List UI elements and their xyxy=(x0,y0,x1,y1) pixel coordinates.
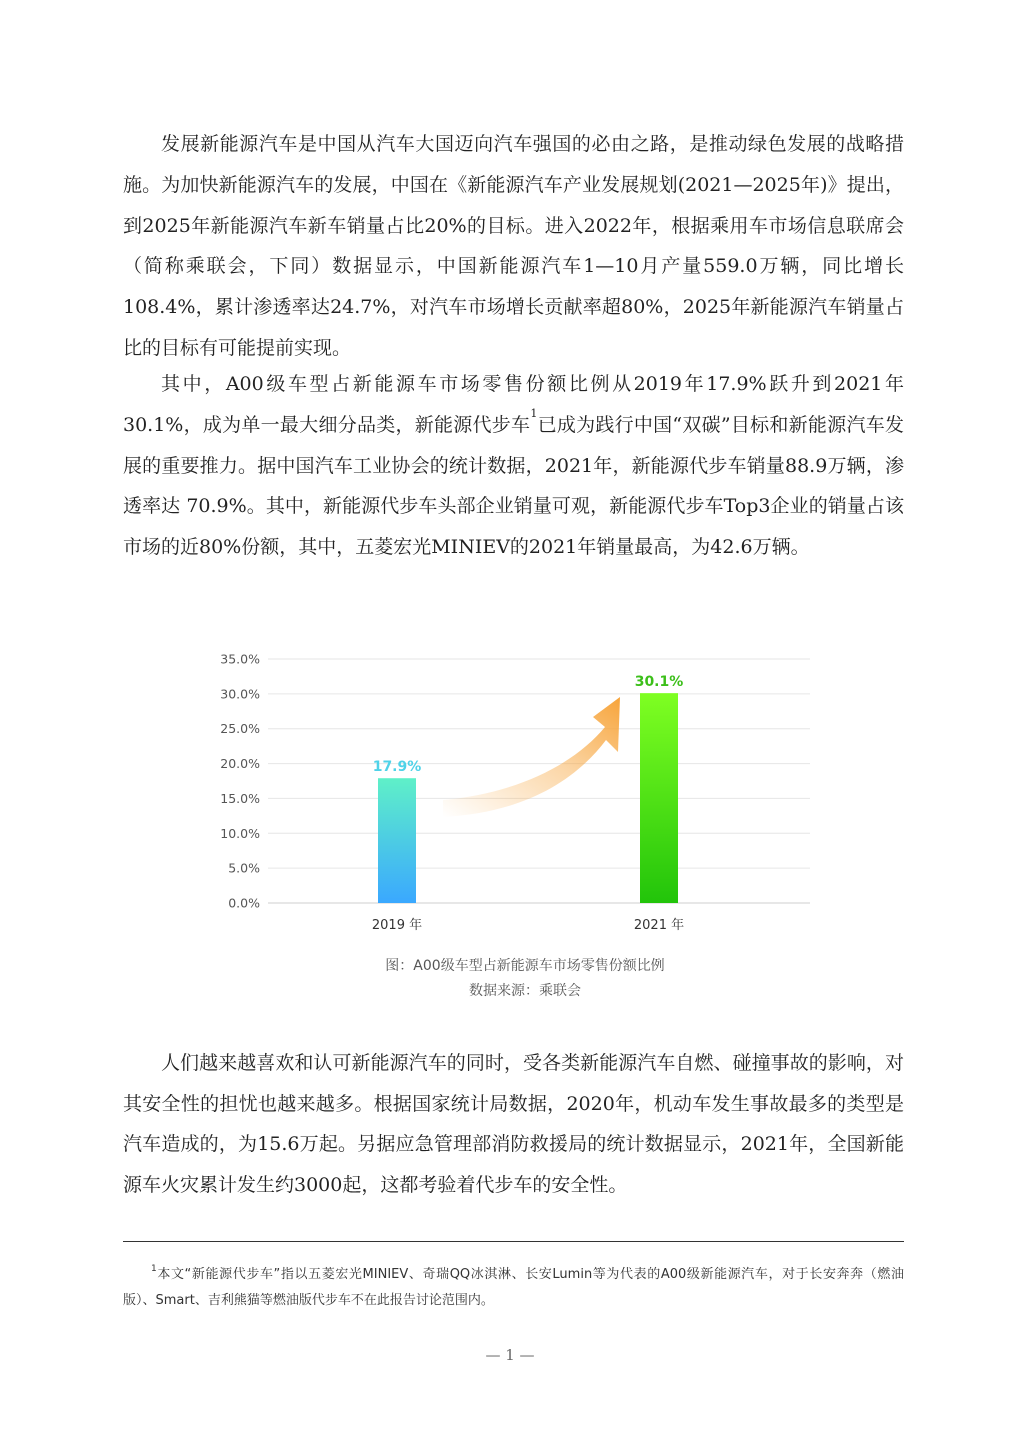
footnote-mark: 1 xyxy=(151,1264,157,1274)
y-tick-label: 5.0% xyxy=(228,860,260,876)
y-axis-tick-labels xyxy=(220,652,260,911)
bar-2021 xyxy=(640,693,678,903)
body-paragraph-2 xyxy=(123,364,904,568)
y-tick-label: 20.0% xyxy=(220,756,260,772)
y-tick-label: 35.0% xyxy=(220,651,260,667)
footnote-reference[interactable]: 1 xyxy=(530,406,538,420)
footnote-text: 本文“新能源代步车”指以五菱宏光MINIEV、奇瑞QQ冰淇淋、长安Lumin等为代表的A00级新能源汽车，对于长安奔奔（燃油版）、Smart、吉利熊猫等燃油版代步车不在此报告讨论范围内。 xyxy=(123,1267,904,1308)
paragraph-2-text-b: 已成为践行中国“双碳”目标和新能源汽车发展的重要推力。据中国汽车工业协会的统计数据，2021年，新能源代步车销量88.9万辆，渗透率达 70.9%。其中，新能源代步车头部企业销量可观，新能源代步车Top3企业的销量占该市场的近80%份额，其中，五菱宏光MINIEV的2021年销量最高，为42.6万辆。 xyxy=(123,413,904,559)
page-number: — 1 — xyxy=(485,1346,535,1364)
market-share-bar-chart xyxy=(200,645,840,945)
footnote-divider xyxy=(123,1241,904,1242)
bar-data-label: 17.9% xyxy=(372,759,422,776)
x-category-label: 2021 年 xyxy=(633,918,685,933)
growth-arrow-icon xyxy=(443,697,620,817)
y-tick-label: 30.0% xyxy=(220,686,260,702)
footnote xyxy=(123,1262,904,1314)
x-category-label: 2019 年 xyxy=(371,918,423,933)
y-tick-label: 25.0% xyxy=(220,721,260,737)
bar-data-label: 30.1% xyxy=(634,674,684,691)
x-axis-category-labels xyxy=(372,917,684,933)
body-paragraph-1: 发展新能源汽车是中国从汽车大国迈向汽车强国的必由之路，是推动绿色发展的战略措施。为加快新能源汽车的发展，中国在《新能源汽车产业发展规划(2021—2025年)》提出，到2025年新能源汽车新车销量占比20%的目标。进入2022年，根据乘用车市场信息联席会（简称乘联会，下同）数据显示，中国新能源汽车1—10月产量559.0万辆，同比增长108.4%，累计渗透率达24.7%，对汽车市场增长贡献率超80%，2025年新能源汽车销量占比的目标有可能提前实现。 xyxy=(123,133,904,359)
body-paragraph-3: 人们越来越喜欢和认可新能源汽车的同时，受各类新能源汽车自燃、碰撞事故的影响，对其安全性的担忧也越来越多。根据国家统计局数据，2020年，机动车发生事故最多的类型是汽车造成的，为15.6万起。另据应急管理部消防救援局的统计数据显示，2021年，全国新能源车火灾累计发生约3000起，这都考验着代步车的安全性。 xyxy=(123,1052,904,1196)
bar-2019 xyxy=(378,778,416,903)
figure-caption: 图：A00级车型占新能源车市场零售份额比例 xyxy=(385,958,665,974)
y-tick-label: 15.0% xyxy=(220,790,260,806)
data-labels xyxy=(373,674,684,775)
figure-source: 数据来源：乘联会 xyxy=(469,983,581,999)
y-tick-label: 10.0% xyxy=(220,825,260,841)
paragraph-2-text-a: 其中，A00级车型占新能源车市场零售份额比例从2019年17.9%跃升到2021年30.1%，成为单一最大细分品类，新能源代步车 xyxy=(123,373,904,436)
y-tick-label: 0.0% xyxy=(228,895,260,911)
